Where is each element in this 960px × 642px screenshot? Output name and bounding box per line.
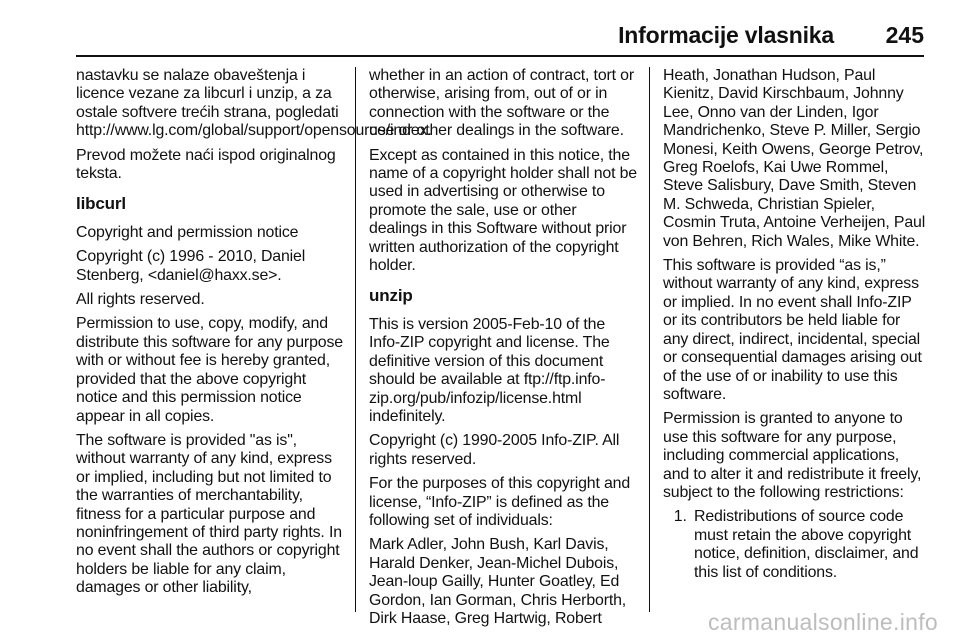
paragraph: The software is provided "as is", without warranty of any kind, express or implied, including but not limited to the warranties of merchantability, fitness for a particular purpose and noninfringement of third party rights. In no event shall the authors or copyright holders be liable for any claim, damages or other liability, [76,431,342,597]
text-column-2 [369,67,637,627]
paragraph: whether in an action of contract, tort or otherwise, arising from, out of or in connection with the software or the use or other dealings in the software. [369,67,635,140]
text-column-3 [663,67,927,612]
paragraph: This software is provided “as is,” without warranty of any kind, express or implied. In no event shall Info-ZIP or its contributors be held liable for any direct, indirect, incidental, special or consequential damages arising out of the use of or inability to use this software. [663,257,922,403]
paragraph: Mark Adler, John Bush, Karl Davis, Harald Denker, Jean-Michel Dubois, Jean-loup Gailly, Hunter Goatley, Ed Gordon, Ian Gorman, Chris Herborth, Dirk Haase, Greg Hartwig, Robert [369,536,627,627]
page-title: Informacije vlasnika [618,22,834,48]
paragraph: Except as contained in this notice, the name of a copyright holder shall not be used in advertising or otherwise to promote the sale, use or other dealings in this Software without prior written authorization of the copyright holder. [369,146,637,275]
column-divider [649,67,650,612]
paragraph: Prevod možete naći ispod originalnog teksta. [76,146,336,183]
paragraph: This is version 2005-Feb-10 of the Info-ZIP copyright and license. The definitive version of this document should be available at ftp://ftp.info-zip.org/pub/infozip/license.html indefinitely. [369,315,610,425]
page-number: 245 [885,22,924,48]
watermark-text: carmanualsonline.info [707,609,938,635]
page-header [0,22,924,54]
paragraph: nastavku se nalaze obaveštenja i licence vezane za libcurl i unzip, a za ostale softvere trećih strana, pogledati http://www.lg.com/global/support/opensource/index. [76,67,432,140]
paragraph: Permission is granted to anyone to use this software for any purpose, including commercial applications, and to alter it and redistribute it freely, subject to the following restrictions: [663,410,922,501]
paragraph: Heath, Jonathan Hudson, Paul Kienitz, David Kirschbaum, Johnny Lee, Onno van der Linden, Igor Mandrichenko, Steve P. Miller, Sergio Monesi, Keith Owens, George Petrov, Greg Roelofs, Kai Uwe Rommel, Steve Salisbury, Dave Smith, Steven M. Schweda, Christian Spieler, Cosmin Truta, Antoine Verheijen, Paul von Behren, Rich Wales, Mike White. [663,67,926,250]
paragraph: Copyright and permission notice [76,223,299,241]
section-heading-libcurl: libcurl [76,194,126,214]
paragraph: All rights reserved. [76,291,205,309]
paragraph: Permission to use, copy, modify, and distribute this software for any purpose with or without fee is hereby granted, provided that the above copyright notice and this permission notice appear in all copies. [76,315,343,425]
paragraph: Copyright (c) 1996 - 2010, Daniel Stenberg, <daniel@haxx.se>. [76,248,306,284]
paragraph: Copyright (c) 1990-2005 Info-ZIP. All rights reserved. [369,432,620,468]
list-item: 1. Redistributions of source code must retain the above copyright notice, definition, disclaimer, and this list of conditions. [691,508,927,582]
header-rule [76,55,924,57]
restrictions-list [663,508,927,582]
text-column-1 [76,67,432,612]
section-heading-unzip: unzip [369,286,413,306]
column-divider [355,67,356,612]
paragraph: For the purposes of this copyright and license, “Info-ZIP” is defined as the following set of individuals: [369,475,631,529]
